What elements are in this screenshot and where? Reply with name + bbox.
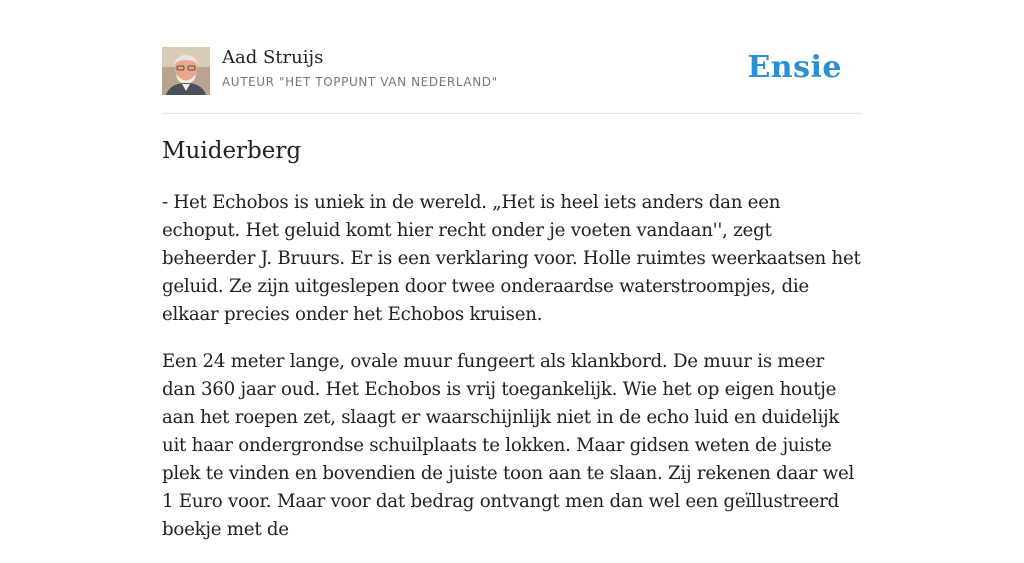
- ensie-logo[interactable]: Ensie: [747, 50, 842, 85]
- author-photo-icon: [162, 47, 210, 95]
- author-name[interactable]: Aad Struijs: [222, 47, 324, 68]
- header-divider: [162, 113, 862, 114]
- author-subtitle: AUTEUR "HET TOPPUNT VAN NEDERLAND": [222, 75, 498, 89]
- article-body: [162, 189, 862, 563]
- article-paragraph-1: - Het Echobos is uniek in de wereld. „Het is heel iets anders dan een echoput. Het geluid komt hier recht onder je voeten vandaan'', zegt beheerder J. Bruurs. Er is een verklaring voor. Holle ruimtes weerkaatsen het geluid. Ze zijn uitgeslepen door twee onderaardse waterstroompjes, die elkaar precies onder het Echobos kruisen.: [162, 192, 861, 325]
- author-header: [162, 46, 862, 96]
- author-avatar[interactable]: [162, 47, 210, 95]
- article-paragraph-2: Een 24 meter lange, ovale muur fungeert als klankbord. De muur is meer dan 360 jaar oud. Het Echobos is vrij toegankelijk. Wie het op eigen houtje aan het roepen zet, slaagt er waarschijnlijk niet in de echo luid en duidelijk uit haar ondergrondse schuilplaats te lokken. Maar gidsen weten de juiste plek te vinden en bovendien de juiste toon aan te slaan. Zij rekenen daar wel 1 Euro voor. Maar voor dat bedrag ontvangt men dan wel een geïllustreerd boekje met de: [162, 351, 855, 540]
- article-title: Muiderberg: [162, 138, 302, 164]
